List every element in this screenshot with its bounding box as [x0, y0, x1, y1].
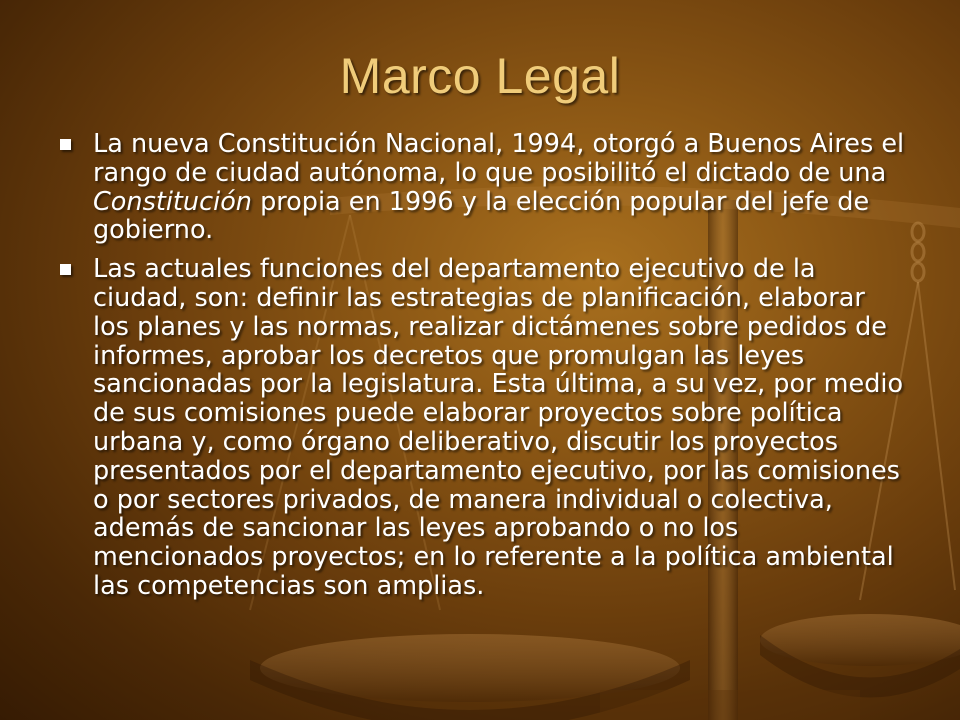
square-bullet-icon — [60, 139, 71, 150]
slide-title: Marco Legal — [339, 48, 621, 104]
bullet-text: Las actuales funciones del departamento ejecutivo de la ciudad, son: definir las estrategias de planificación, elaborar los planes y las normas, realizar dictámenes sobre pedidos de informes, aprobar los decretos que promulgan las leyes sancionadas por la legislatura. Esta última, a su vez, por medio de sus comisiones puede elaborar proyectos sobre política urbana y, como órgano deliberativo, discutir los proyectos presentados por el departamento ejecutivo, por las comisiones o por sectores privados, de manera individual o colectiva, además de sancionar las leyes aprobando o no los mencionados proyectos; en lo referente a la política ambiental las competencias son amplias. — [93, 254, 904, 601]
square-bullet-icon — [60, 264, 71, 275]
bullet-text: La nueva Constitución Nacional, 1994, otorgó a Buenos Aires el rango de ciudad autónoma, lo que posibilitó el dictado de una — [93, 129, 905, 188]
bullet-list — [60, 130, 905, 611]
bullet-emphasis: Constitución — [93, 186, 252, 217]
bullet-item — [60, 130, 905, 245]
bullet-item — [60, 255, 905, 601]
bullet-text: propia en 1996 y la elección popular del jefe de gobierno. — [93, 186, 870, 246]
